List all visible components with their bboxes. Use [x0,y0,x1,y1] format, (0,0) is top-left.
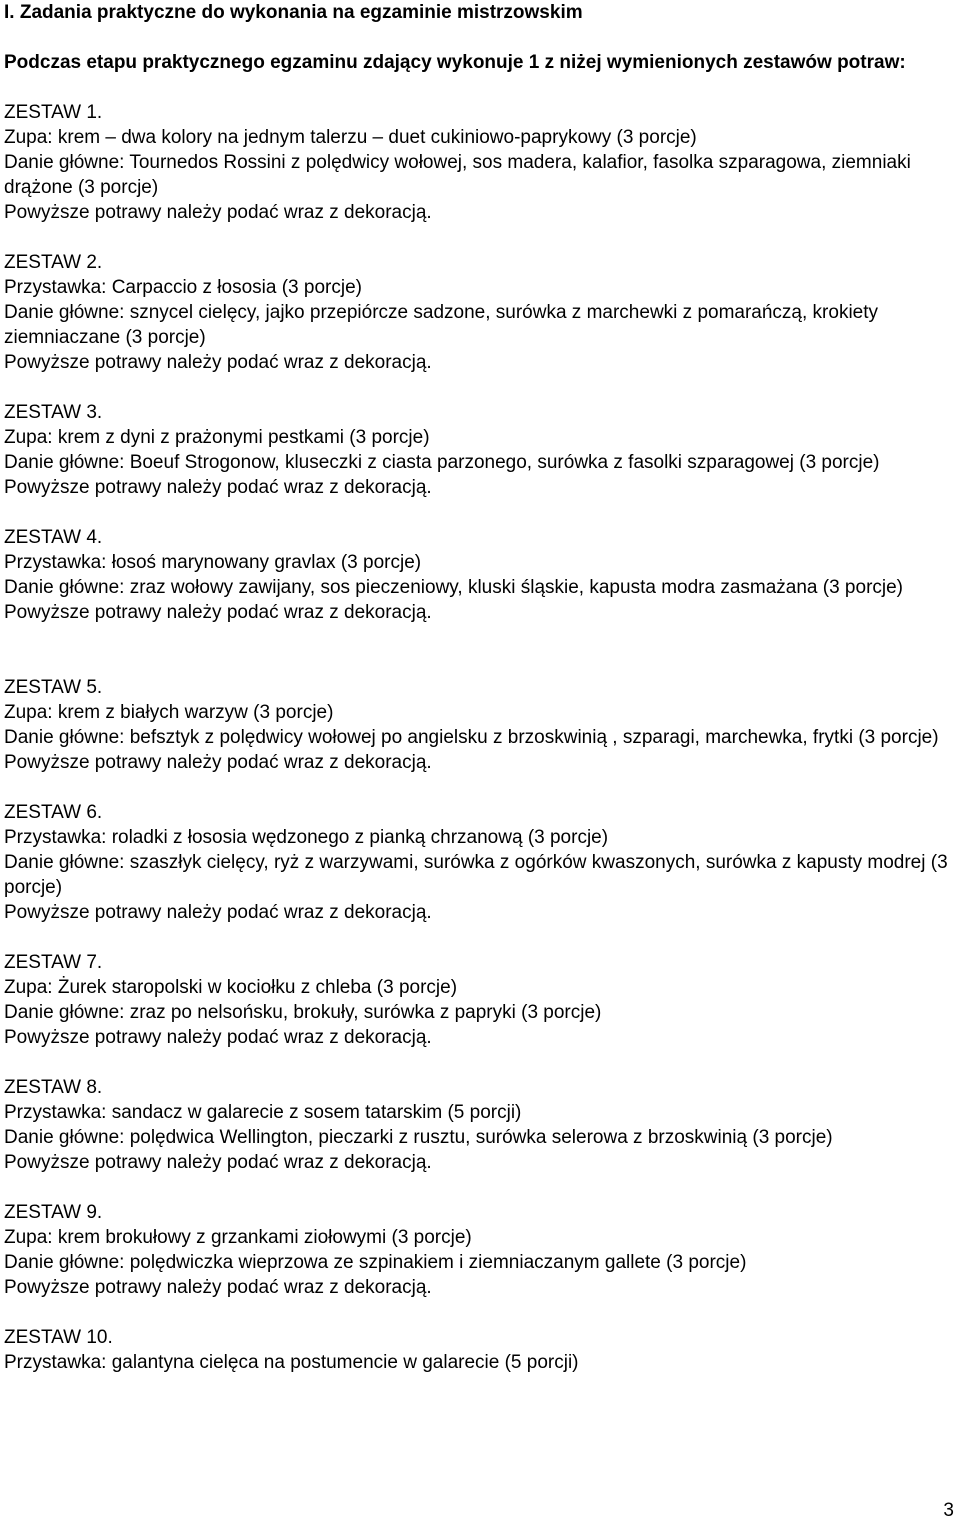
set-line: Przystawka: galantyna cielęca na postumencie w galarecie (5 porcji) [4,1352,579,1373]
document-page [4,0,956,1375]
set-line: Danie główne: zraz po nelsońsku, brokuły, surówka z papryki (3 porcje) [4,1002,602,1023]
set-line: Powyższe potrawy należy podać wraz z dekoracją. [4,477,432,498]
set-line: Danie główne: szaszłyk cielęcy, ryż z warzywami, surówka z ogórków kwaszonych, surówka z kapusty modrej (3 porcje) [4,852,948,898]
set-line: Powyższe potrawy należy podać wraz z dekoracją. [4,1277,432,1298]
set-10 [4,1325,956,1375]
set-title: ZESTAW 5. [4,677,103,698]
set-line: Danie główne: befsztyk z polędwicy wołowej po angielsku z brzoskwinią , szparagi, marchewka, frytki (3 porcje) [4,727,939,748]
set-6 [4,800,956,925]
set-line: Zupa: krem z dyni z prażonymi pestkami (3 porcje) [4,427,430,448]
set-line: Zupa: krem brokułowy z grzankami ziołowymi (3 porcje) [4,1227,472,1248]
set-line: Zupa: krem – dwa kolory na jednym talerzu – duet cukiniowo-paprykowy (3 porcje) [4,127,697,148]
set-line: Powyższe potrawy należy podać wraz z dekoracją. [4,1152,432,1173]
set-7 [4,950,956,1050]
set-title: ZESTAW 9. [4,1202,103,1223]
set-line: Zupa: Żurek staropolski w kociołku z chleba (3 porcje) [4,977,458,998]
set-line: Danie główne: polędwica Wellington, pieczarki z rusztu, surówka selerowa z brzoskwinią (3 porcje) [4,1127,833,1148]
set-1 [4,100,956,225]
set-line: Powyższe potrawy należy podać wraz z dekoracją. [4,902,432,923]
set-line: Przystawka: łosoś marynowany gravlax (3 porcje) [4,552,422,573]
set-line: Przystawka: Carpaccio z łososia (3 porcje) [4,277,362,298]
set-line: Danie główne: Tournedos Rossini z polędwicy wołowej, sos madera, kalafior, fasolka szparagowa, ziemniaki drążone (3 porcje) [4,152,911,198]
set-line: Powyższe potrawy należy podać wraz z dekoracją. [4,752,432,773]
set-line: Powyższe potrawy należy podać wraz z dekoracją. [4,1027,432,1048]
set-title: ZESTAW 7. [4,952,103,973]
set-line: Powyższe potrawy należy podać wraz z dekoracją. [4,202,432,223]
set-line: Powyższe potrawy należy podać wraz z dekoracją. [4,602,432,623]
set-3 [4,400,956,500]
set-title: ZESTAW 3. [4,402,103,423]
set-9 [4,1200,956,1300]
section-heading: I. Zadania praktyczne do wykonania na egzaminie mistrzowskim [4,2,583,23]
set-line: Przystawka: roladki z łososia wędzonego z pianką chrzanową (3 porcje) [4,827,609,848]
set-5 [4,675,956,775]
set-title: ZESTAW 10. [4,1327,113,1348]
set-line: Przystawka: sandacz w galarecie z sosem tatarskim (5 porcji) [4,1102,522,1123]
set-line: Powyższe potrawy należy podać wraz z dekoracją. [4,352,432,373]
page-number: 3 [943,1500,954,1521]
set-title: ZESTAW 8. [4,1077,103,1098]
set-4 [4,525,956,625]
set-title: ZESTAW 4. [4,527,103,548]
set-title: ZESTAW 2. [4,252,103,273]
set-2 [4,250,956,375]
set-8 [4,1075,956,1175]
set-line: Danie główne: zraz wołowy zawijany, sos pieczeniowy, kluski śląskie, kapusta modra zasmażana (3 porcje) [4,577,904,598]
set-line: Danie główne: polędwiczka wieprzowa ze szpinakiem i ziemniaczanym gallete (3 porcje) [4,1252,747,1273]
intro-text: Podczas etapu praktycznego egzaminu zdający wykonuje 1 z niżej wymienionych zestawów potraw: [4,52,906,73]
set-line: Danie główne: sznycel cielęcy, jajko przepiórcze sadzone, surówka z marchewki z pomarańczą, krokiety ziemniaczane (3 porcje) [4,302,879,348]
set-line: Danie główne: Boeuf Strogonow, kluseczki z ciasta parzonego, surówka z fasolki szparagowej (3 porcje) [4,452,880,473]
set-title: ZESTAW 6. [4,802,103,823]
set-title: ZESTAW 1. [4,102,103,123]
set-line: Zupa: krem z białych warzyw (3 porcje) [4,702,334,723]
